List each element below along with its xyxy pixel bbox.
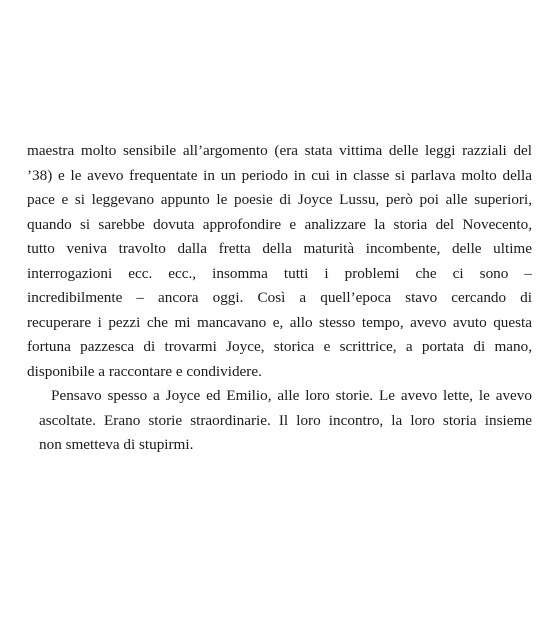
text-line: non smetteva di stupirmi.: [39, 436, 194, 453]
text-line: quando si sarebbe dovuta approfondire e analizzare la storia del Novecento,: [27, 215, 532, 233]
text-line: ’38) e le avevo frequentate in un periodo in cui in classe si parlava molto della: [27, 166, 532, 184]
text-line: disponibile a raccontare e condividere.: [27, 362, 262, 380]
text-line: interrogazioni ecc. ecc., insomma tutti i problemi che ci sono –: [27, 264, 532, 282]
text-line: Pensavo spesso a Joyce ed Emilio, alle loro storie. Le avevo lette, le avevo: [51, 387, 532, 404]
text-line: fortuna pazzesca di trovarmi Joyce, storica e scrittrice, a portata di mano,: [27, 338, 532, 355]
text-line: recuperare i pezzi che mi mancavano e, allo stesso tempo, avevo avuto questa: [27, 313, 532, 331]
text-line: pace e si leggevano appunto le poesie di Joyce Lussu, però poi alle superiori,: [27, 191, 532, 208]
paragraph-2: [27, 384, 532, 458]
paragraph-1: [27, 139, 532, 384]
body-text: [27, 139, 532, 458]
text-line: tutto veniva travolto dalla fretta della maturità incombente, delle ultime: [27, 240, 532, 257]
text-line: maestra molto sensibile all’argomento (era stata vittima delle leggi razziali del: [27, 142, 532, 159]
text-line: incredibilmente – ancora oggi. Così a quell’epoca stavo cercando di: [27, 289, 532, 306]
text-line: ascoltate. Erano storie straordinarie. Il loro incontro, la loro storia insieme: [39, 411, 532, 429]
